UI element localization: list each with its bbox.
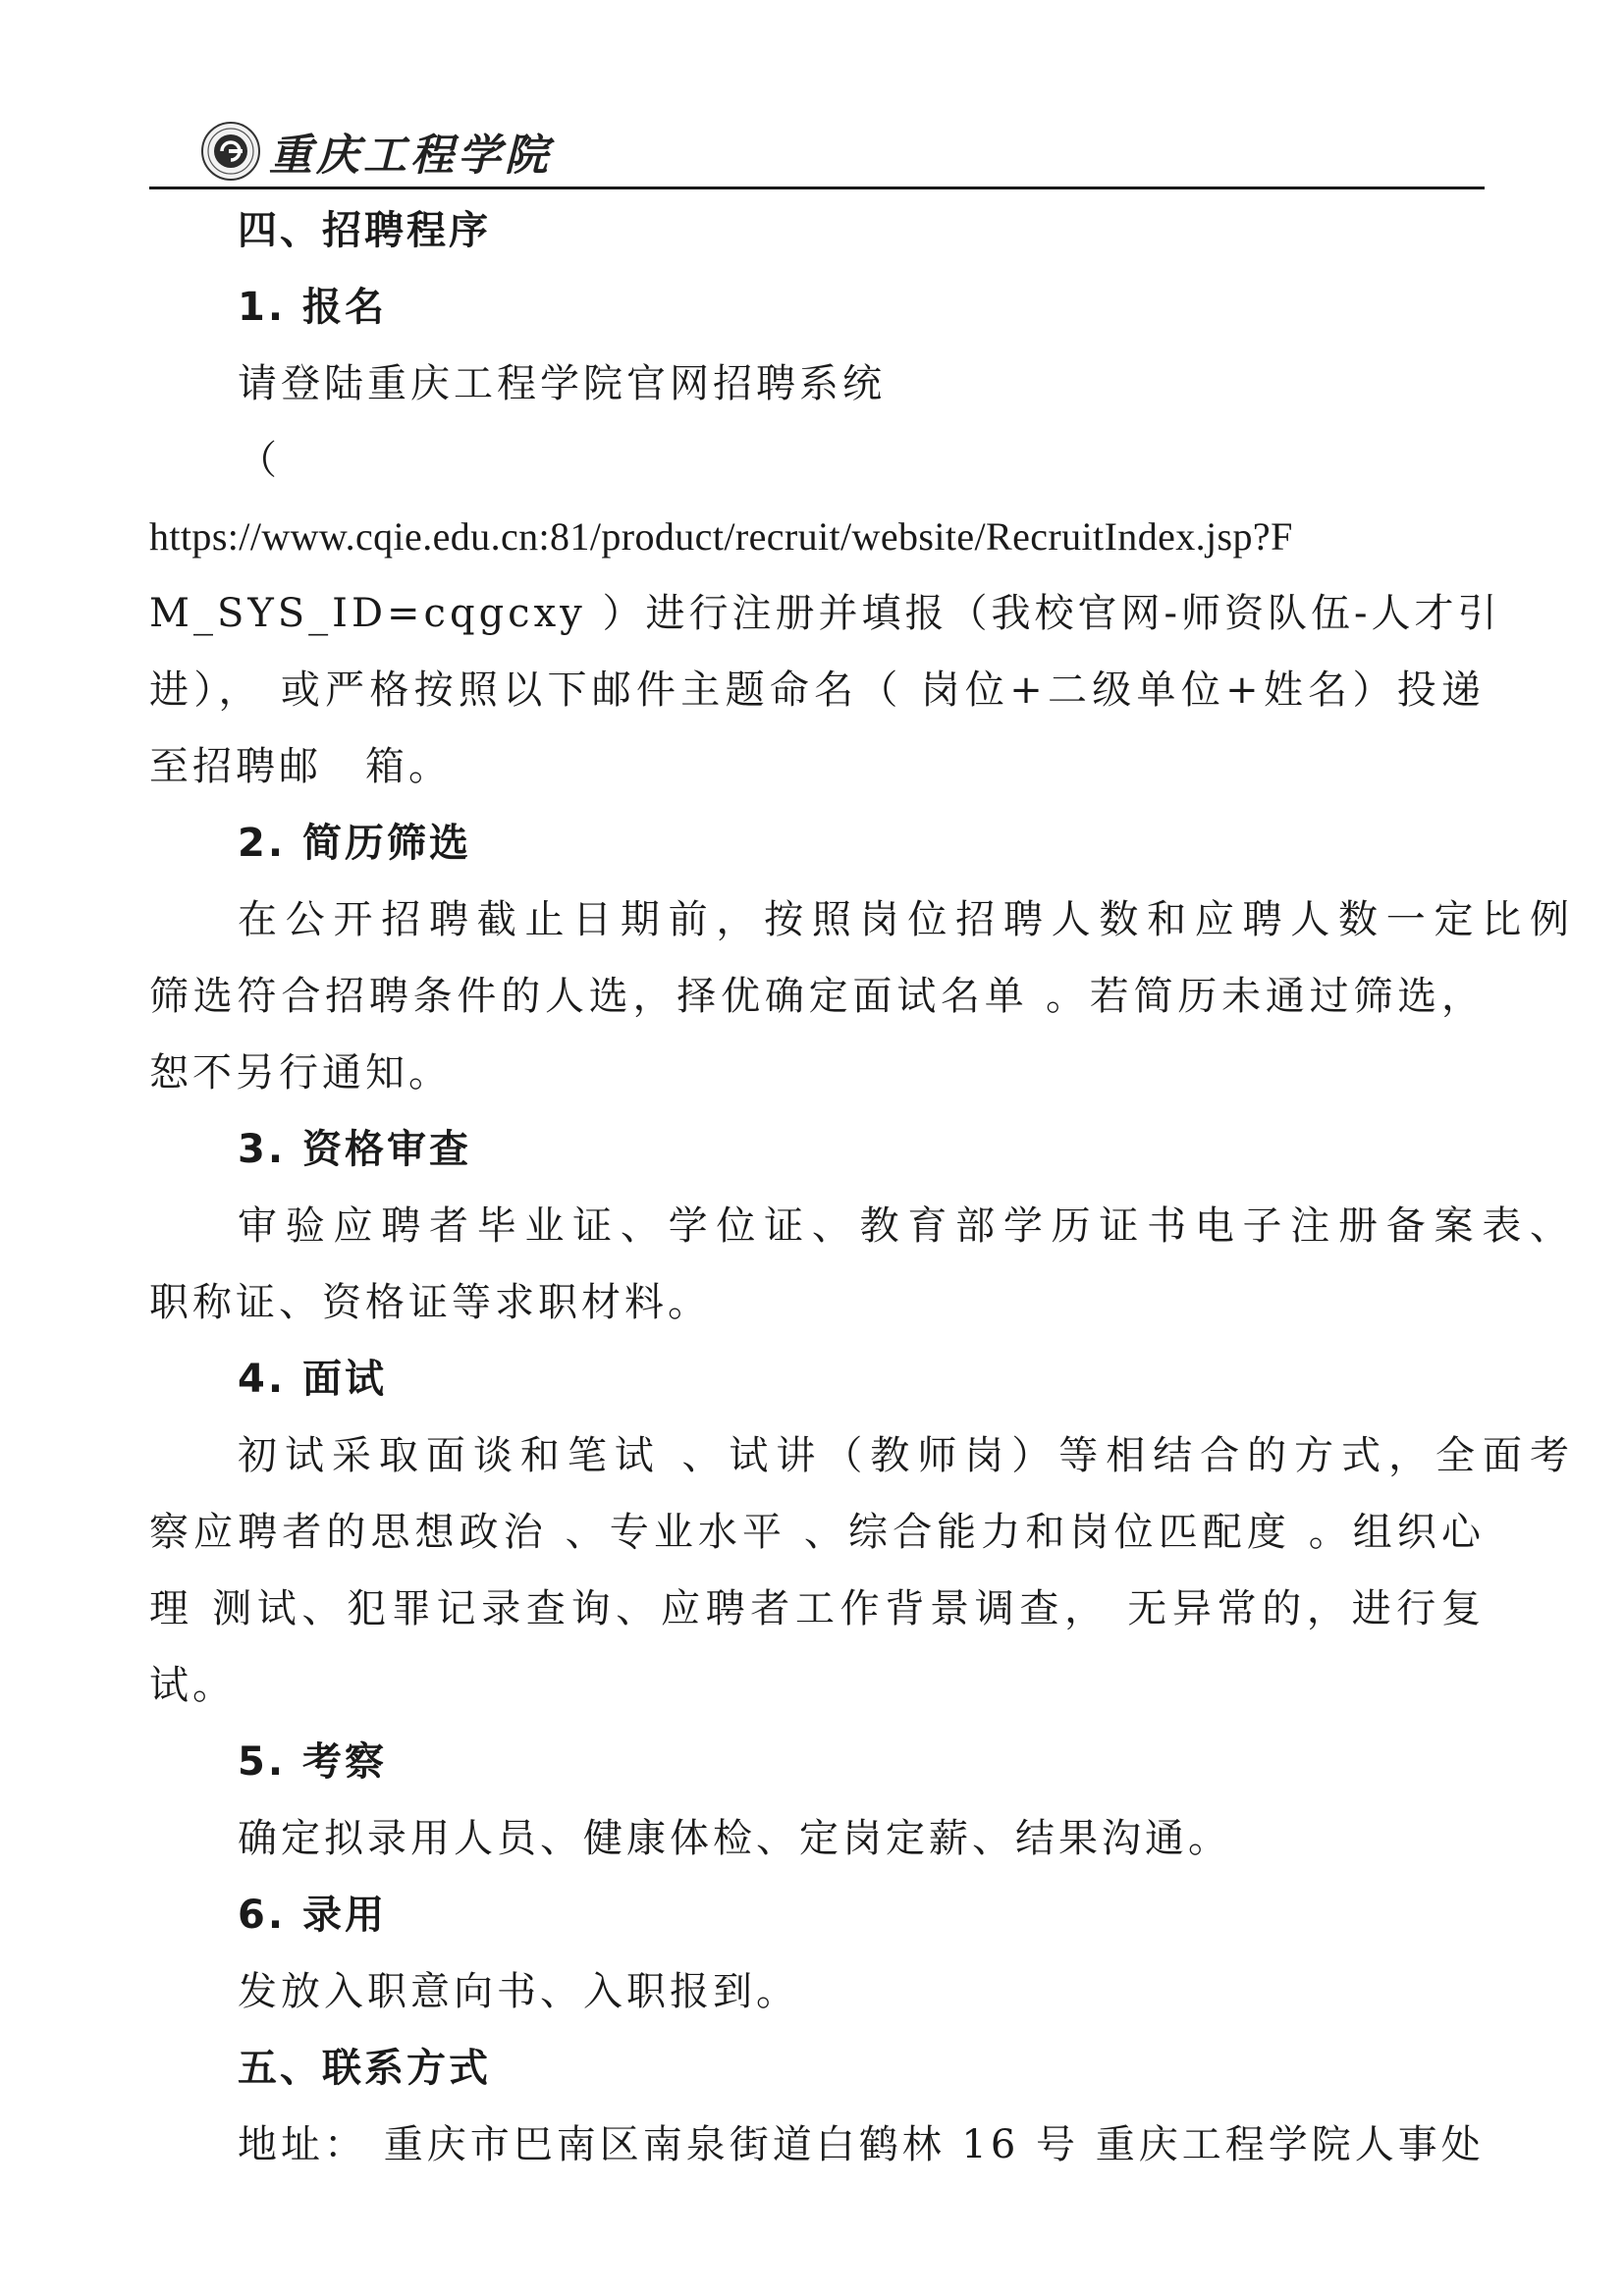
paragraph-line: M_SYS_ID=cqgcxy ）进行注册并填报（我校官网-师资队伍-人才引 (149, 591, 1501, 636)
paragraph-line: 职称证、资格证等求职材料。 (149, 1280, 711, 1325)
recruitment-url-line: https://www.cqie.edu.cn:81/product/recruit/website/RecruitIndex.jsp?F (149, 514, 1293, 559)
paragraph-line: 察应聘者的思想政治 、专业水平 、综合能力和岗位匹配度 。组织心 (149, 1510, 1485, 1555)
paragraph-line: 审验应聘者毕业证、学位证、教育部学历证书电子注册备案表、 (238, 1203, 1573, 1249)
contact-address-line: 地址： 重庆市巴南区南泉街道白鹤林 16 号 重庆工程学院人事处 (238, 2122, 1485, 2167)
college-logo (200, 120, 552, 183)
step-heading-employment: 6. 录用 (238, 1893, 387, 1938)
paragraph-line: 试。 (149, 1663, 236, 1708)
paragraph-line: 进）， 或严格按照以下邮件主题命名（ 岗位+二级单位+姓名）投递 (149, 667, 1485, 713)
paragraph-line: 恕不另行通知。 (149, 1050, 452, 1095)
step-heading-qualification-review: 3. 资格审查 (238, 1127, 471, 1172)
paragraph-line: 确定拟录用人员、健康体检、定岗定薪、结果沟通。 (238, 1816, 1231, 1861)
paragraph-line: 至招聘邮 箱。 (149, 744, 452, 789)
college-wordmark: 重庆工程学院 (269, 131, 552, 181)
section-heading-contact: 五、联系方式 (238, 2046, 491, 2091)
paragraph-line: 理 测试、犯罪记录查询、应聘者工作背景调查， 无异常的，进行复 (149, 1586, 1485, 1631)
paragraph-line: 请登陆重庆工程学院官网招聘系统 (238, 361, 886, 406)
paragraph-line: （ (238, 438, 281, 483)
page-header (149, 116, 1485, 190)
section-heading-recruitment-procedure: 四、招聘程序 (238, 208, 491, 253)
step-heading-resume-screening: 2. 简历筛选 (238, 821, 471, 866)
step-heading-interview: 4. 面试 (238, 1357, 387, 1402)
college-seal-icon (200, 121, 261, 182)
step-heading-inspection: 5. 考察 (238, 1739, 387, 1785)
paragraph-line: 筛选符合招聘条件的人选，择优确定面试名单 。若简历未通过筛选， (149, 974, 1485, 1019)
header-divider (149, 187, 1485, 189)
paragraph-line: 初试采取面谈和笔试 、试讲（教师岗）等相结合的方式，全面考 (238, 1433, 1573, 1478)
paragraph-line: 发放入职意向书、入职报到。 (238, 1969, 799, 2014)
paragraph-line: 在公开招聘截止日期前，按照岗位招聘人数和应聘人数一定比例 (238, 897, 1573, 942)
step-heading-registration: 1. 报名 (238, 285, 387, 330)
